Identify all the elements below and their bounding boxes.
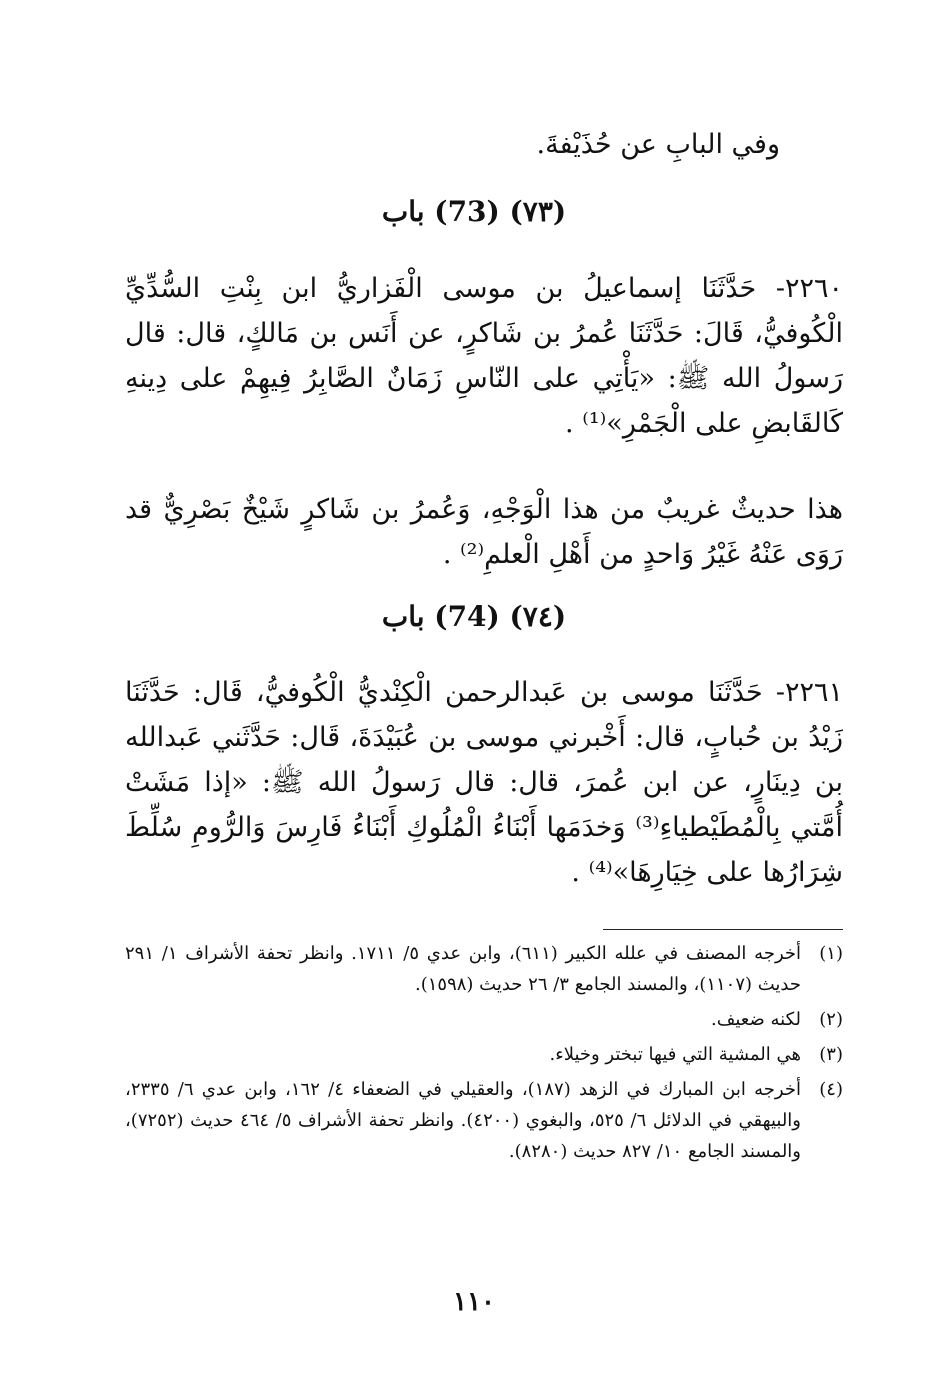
- footnote-text: أخرجه ابن المبارك في الزهد (١٨٧)، والعقيلي في الضعفاء ٤/ ١٦٢، وابن عدي ٦/ ٢٣٣٥، والبيهقي في الدلائل ٦/ ٥٢٥، والبغوي (٤٢٠٠). وانظر تحفة الأشراف ٥/ ٤٦٤ حديث (٧٢٥٢)، والمسند الجامع ١٠/ ٨٢٧ حديث (٨٢٨٠).: [125, 1079, 801, 1162]
- footnote-number: (١): [819, 943, 843, 964]
- footnote-text: لكنه ضعيف.: [711, 1009, 801, 1030]
- footnotes: [125, 938, 843, 1171]
- footnote-number: (٤): [819, 1079, 843, 1100]
- footnote-item: [125, 1039, 843, 1070]
- hadith-2260-paragraph: ٢٢٦٠- حَدَّثَنَا إسماعيلُ بن موسى الْفَزاريُّ ابن بِنْتِ السُّدِّيِّ الْكُوفيُّ، قَالَ: حَدَّثَنَا عُمرُ بن شَاكرٍ، عن أَنَس بن مَالكٍ، قال: قال رَسولُ الله ﷺ: «يَأْتِي على النّاسِ زَمَانٌ الصَّابِرُ فِيهِمْ على دِينهِ كَالقَابضِ على الْجَمْرِ»⁽¹⁾ .: [125, 273, 843, 439]
- footnote-item: [125, 938, 843, 1000]
- section-heading-74: (٧٤) (74) باب: [381, 600, 567, 633]
- footnote-text: أخرجه المصنف في علله الكبير (٦١١)، وابن عدي ٥/ ١٧١١. وانظر تحفة الأشراف ١/ ٢٩١ حديث (١١٠٧)، والمسند الجامع ٣/ ٢٦ حديث (١٥٩٨).: [125, 943, 802, 995]
- footnote-number: (٣): [819, 1044, 843, 1065]
- section-heading-73: (٧٣) (73) باب: [381, 195, 567, 228]
- footnote-separator: [603, 929, 843, 930]
- footnote-text: هي المشية التي فيها تبختر وخيلاء.: [549, 1044, 801, 1065]
- intro-line: وفي البابِ عن حُذَيْفةَ.: [536, 129, 780, 160]
- hadith-2261-paragraph: ٢٢٦١- حَدَّثَنَا موسى بن عَبدالرحمن الْكِنْديُّ الْكُوفيُّ، قَال: حَدَّثَنَا زَيْدُ بن حُبابٍ، قال: أَخْبرني موسى بن عُبَيْدَةَ، قَال: حَدَّثَني عَبدالله بن دِينَارٍ، عن ابن عُمرَ، قال: قال رَسولُ الله ﷺ: «إذا مَشَتْ أُمَّتي بِالْمُطَيْطياءِ⁽³⁾ وَخدَمَها أَبْنَاءُ الْمُلُوكِ أَبْنَاءُ فَارِسَ وَالرُّومِ سُلِّطَ شِرَارُها على خِيَارِهَا»⁽⁴⁾ .: [125, 677, 843, 888]
- page-number: ١١٠: [453, 1287, 495, 1317]
- footnote-item: [125, 1004, 843, 1035]
- footnote-number: (٢): [819, 1009, 843, 1030]
- footnote-item: [125, 1074, 843, 1167]
- hadith-2260-comment: هذا حديثٌ غريبٌ من هذا الْوَجْهِ، وَعُمرُ بن شَاكرٍ شَيْخٌ بَصْرِيٌّ قد رَوَى عَنْهُ غَيْرُ وَاحدٍ من أَهْلِ الْعلمِ⁽²⁾ .: [125, 494, 843, 570]
